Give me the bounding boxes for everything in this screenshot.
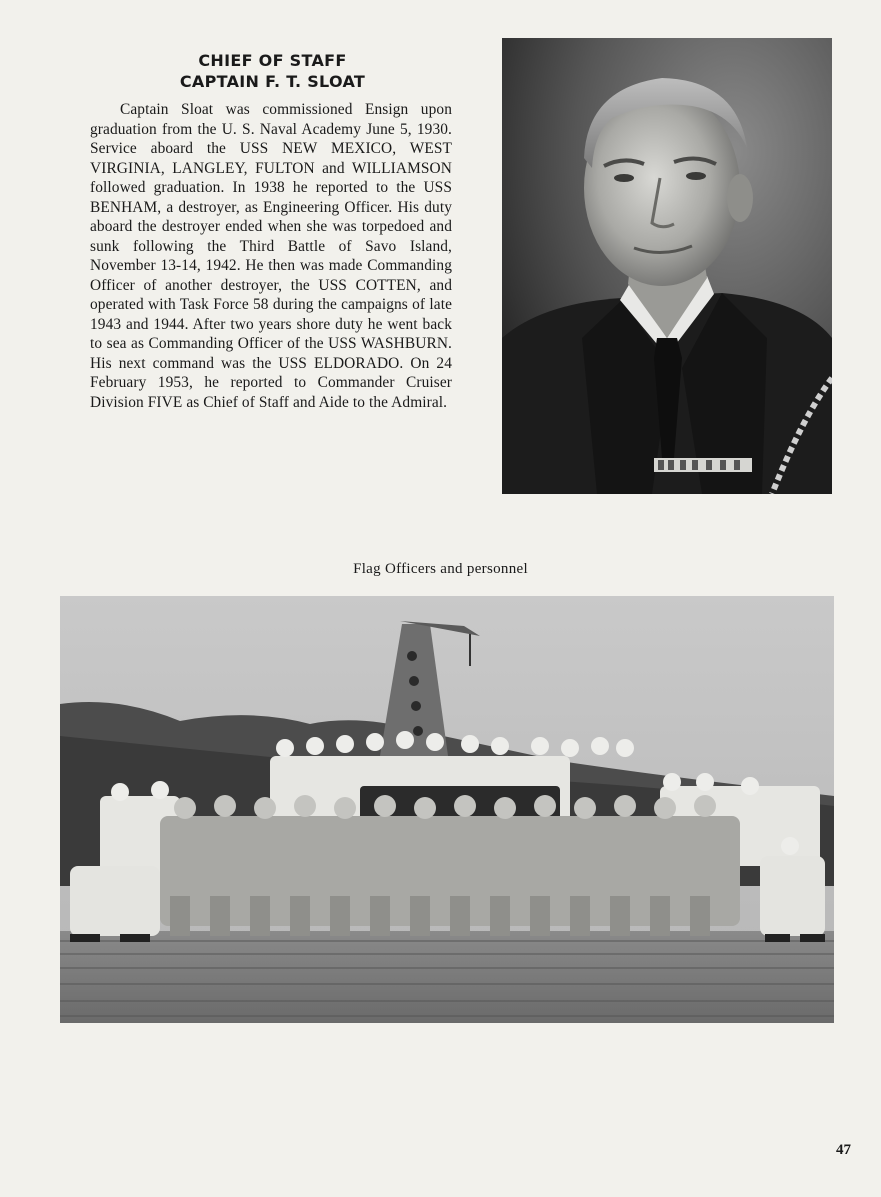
heading-title: CHIEF OF STAFF <box>198 51 347 70</box>
page-number: 47 <box>836 1142 851 1158</box>
biography-text <box>90 100 452 412</box>
heading-name: CAPTAIN F. T. SLOAT <box>179 72 366 91</box>
group-photo <box>60 596 834 1023</box>
biography-paragraph: Captain Sloat was commissioned Ensign upon graduation from the U. S. Naval Academy June 5, 1930. Service aboard the USS NEW MEXICO, WEST VIRGINIA, LANGLEY, FULTON and WILLIAMSON followed graduation. In 1938 he reported to the USS BENHAM, a destroyer, as Engineering Officer. His duty aboard the destroyer ended when she was torpedoed and sunk following the Third Battle of Savo Island, November 13-14, 1942. He then was made Commanding Officer of another destroyer, the USS COTTEN, and operated with Task Force 58 during the campaigns of late 1943 and 1944. After two years shore duty he went back to sea as Commanding Officer of the USS WASHBURN. His next command was the USS ELDORADO. On 24 February 1953, he reported to Commander Cruiser Division FIVE as Chief of Staff and Aide to the Admiral. <box>90 101 452 411</box>
section-heading <box>95 50 450 92</box>
photo-caption: Flag Officers and personnel <box>353 561 528 577</box>
portrait-photo <box>502 38 832 494</box>
